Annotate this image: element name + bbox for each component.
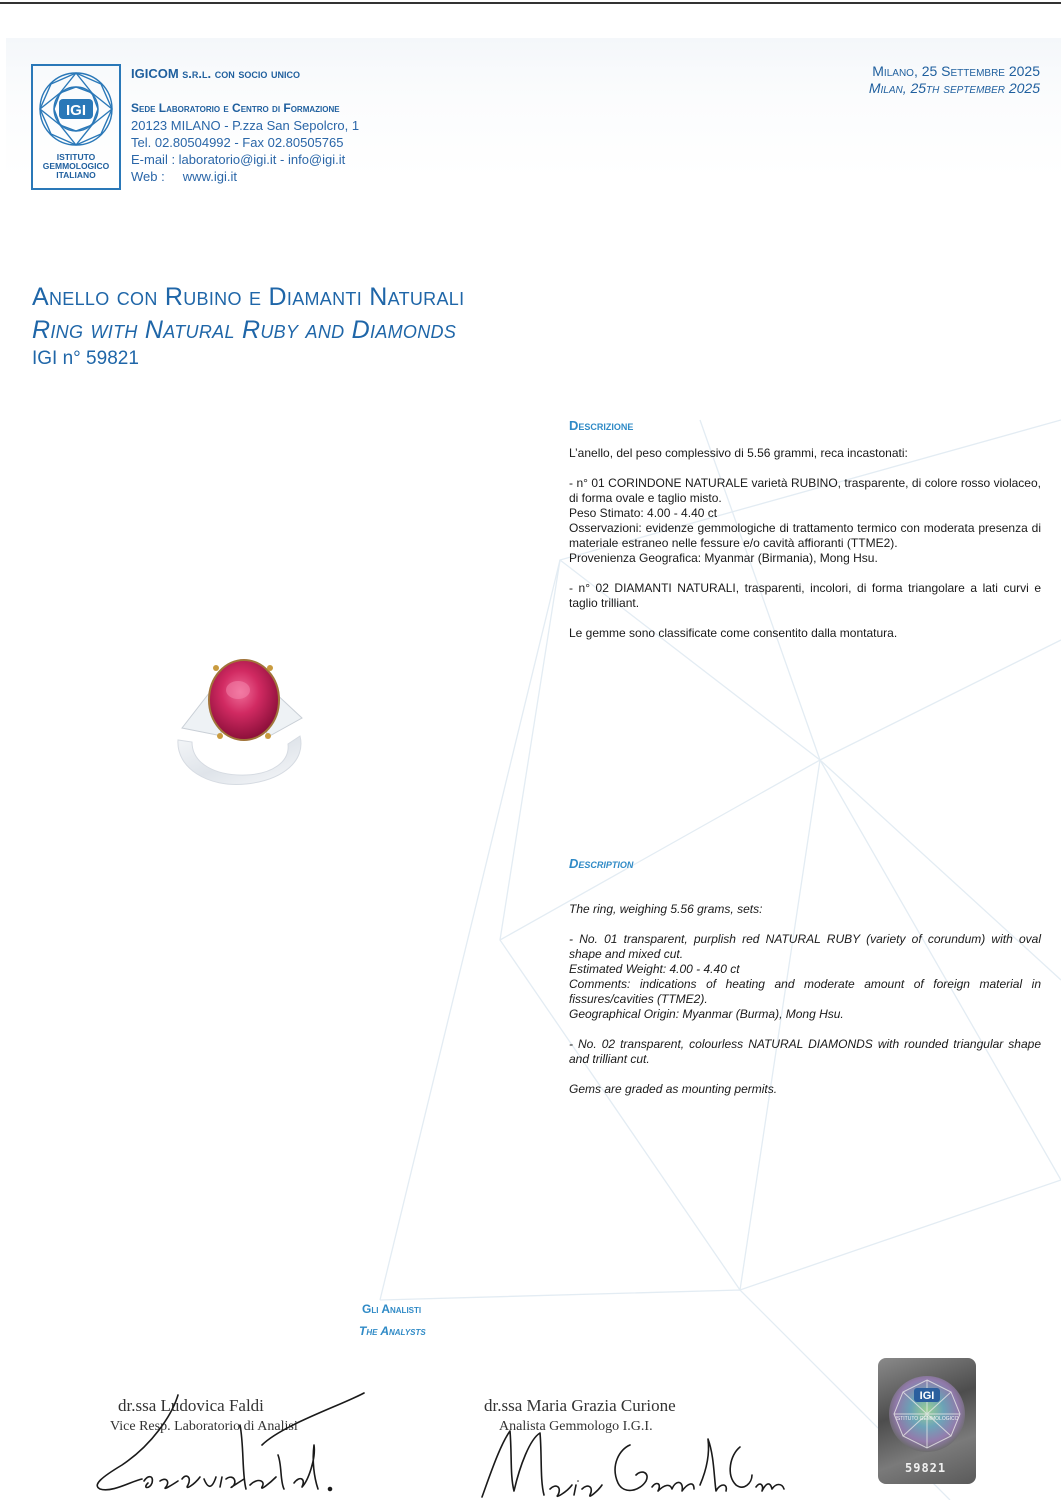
diamonds-description: - No. 02 transparent, colourless NATURAL DIAMONDS with rounded triangular shape and trilliant cut. [569, 1037, 1041, 1066]
analyst-role: Vice Resp. Laboratorio di Analisi [110, 1419, 298, 1434]
signature-maria-grazia-curione [470, 1425, 790, 1500]
ruby-description: - No. 01 transparent, purplish red NATURAL RUBY (variety of corundum) with oval shape and mixed cut. [569, 932, 1041, 961]
geographic-origin: Provenienza Geografica: Myanmar (Birmania), Mong Hsu. [569, 551, 878, 565]
analyst-name: dr.ssa Maria Grazia Curione [484, 1396, 676, 1415]
address-line: 20123 MILANO - P.zza San Sepolcro, 1 [131, 118, 360, 133]
description-heading-italian: Descrizione [569, 418, 634, 433]
analysts-heading-italian: Gli Analisti [362, 1302, 422, 1316]
estimated-weight: Estimated Weight: 4.00 - 4.40 ct [569, 962, 740, 976]
signature-ludovica-faldi [82, 1385, 372, 1500]
title-english: Ring with Natural Ruby and Diamonds [32, 316, 457, 344]
observations: Osservazioni: evidenze gemmologiche di trattamento termico con moderata presenza di materiale estraneo nelle fessure e/o cavità affioranti (TTME2). [569, 521, 1041, 550]
comments: Comments: indications of heating and moderate amount of foreign material in fissures/cavities (TTME2). [569, 977, 1041, 1006]
analyst-name: dr.ssa Ludovica Faldi [118, 1396, 264, 1415]
diamond-icon [36, 69, 116, 149]
logo-mark-text: IGI [65, 102, 87, 119]
hologram-number: 59821 [905, 1461, 947, 1475]
phone-line: Tel. 02.80504992 - Fax 02.80505765 [131, 135, 344, 150]
company-name: IGICOM s.r.l. con socio unico [131, 66, 300, 81]
grading-note: Gems are graded as mounting permits. [569, 1082, 778, 1096]
title-italian: Anello con Rubino e Diamanti Naturali [32, 283, 465, 311]
grading-note: Le gemme sono classificate come consentito dalla montatura. [569, 626, 898, 640]
diamonds-description: - n° 02 DIAMANTI NATURALI, trasparenti, incolori, di forma triangolare a lati curvi e taglio trilliant. [569, 581, 1041, 610]
certificate-number: IGI n° 59821 [32, 348, 139, 369]
hologram-label: IGI [919, 1390, 935, 1402]
web-line: Web : www.igi.it [131, 169, 237, 184]
logo-caption-line: ISTITUTO [56, 152, 96, 162]
email-line: E-mail : laboratorio@igi.it - info@igi.it [131, 152, 346, 167]
date-english: Milan, 25th september 2025 [868, 80, 1040, 96]
ring-photo [168, 648, 318, 798]
analyst-role: Analista Gemmologo I.G.I. [499, 1419, 653, 1434]
logo-caption [33, 153, 119, 180]
logo-caption-line: ITALIANO [56, 170, 96, 180]
description-intro: The ring, weighing 5.56 grams, sets: [569, 902, 763, 916]
igi-logo [31, 64, 121, 190]
analysts-heading-english: The Analysts [359, 1324, 426, 1338]
description-english [569, 902, 1041, 1112]
lab-title: Sede Laboratorio e Centro di Formazione [131, 101, 340, 115]
geographic-origin: Geographical Origin: Myanmar (Burma), Mong Hsu. [569, 1007, 844, 1021]
description-heading-english: Description [569, 856, 634, 871]
description-intro: L’anello, del peso complessivo di 5.56 grammi, reca incastonati: [569, 446, 908, 460]
estimated-weight: Peso Stimato: 4.00 - 4.40 ct [569, 506, 718, 520]
hologram-caption: ISTITUTO GEMMOLOGICO [895, 1416, 959, 1422]
ruby-description: - n° 01 CORINDONE NATURALE varietà RUBINO, trasparente, di colore rosso violaceo, di forma ovale e taglio misto. [569, 476, 1041, 505]
logo-caption-line: GEMMOLOGICO [42, 161, 110, 171]
description-italian [569, 446, 1041, 656]
date-italian: Milano, 25 Settembre 2025 [872, 63, 1040, 79]
